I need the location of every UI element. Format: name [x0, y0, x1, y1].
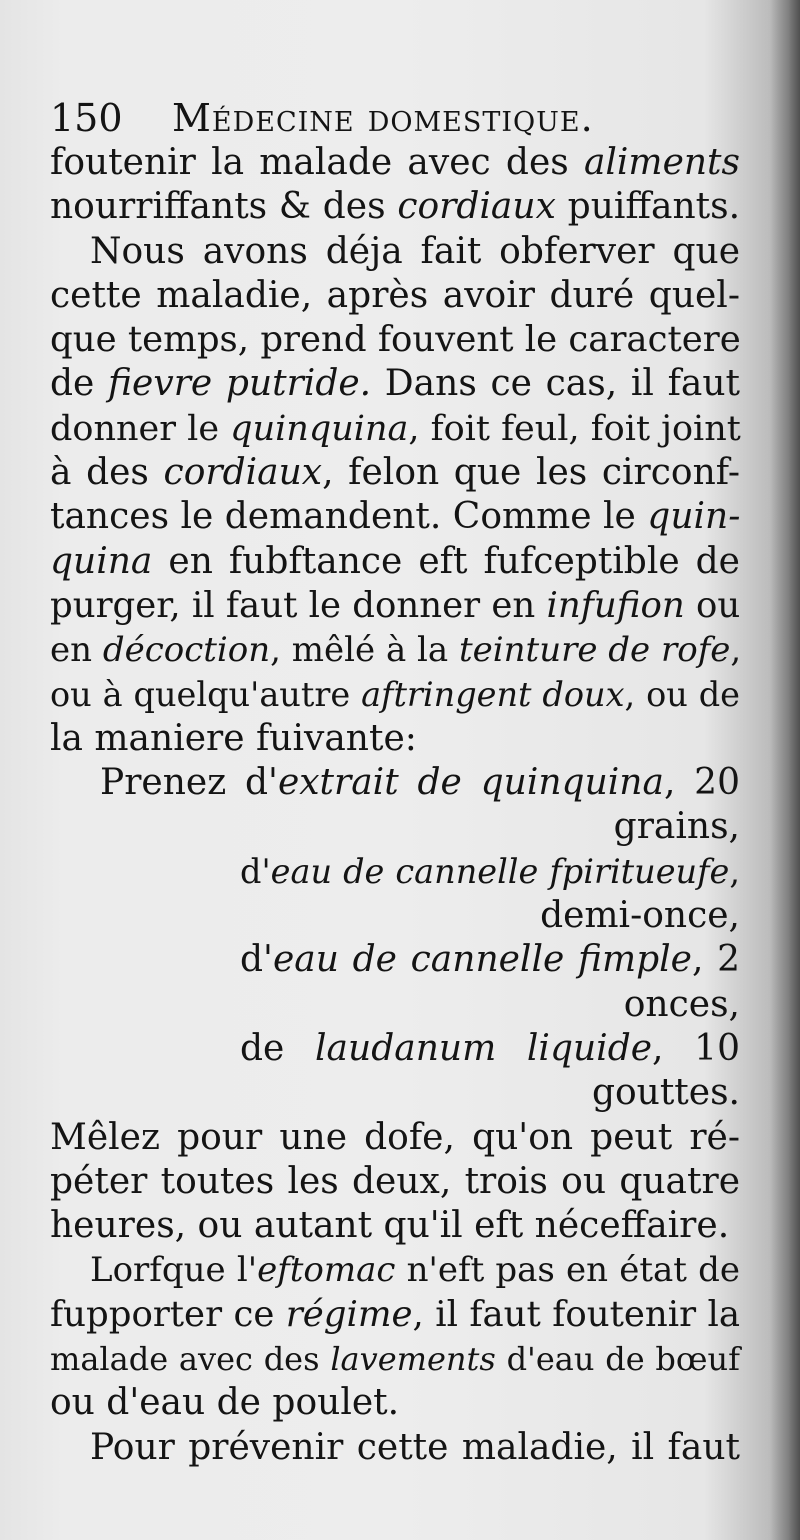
text-segment: d': [240, 939, 273, 981]
text-line: [50, 1204, 740, 1248]
text-segment: Dans ce cas, il faut: [371, 363, 741, 405]
text-segment: cette maladie, après avoir duré quel-: [50, 274, 740, 316]
text-segment: grains,: [613, 806, 740, 848]
text-line: [50, 1160, 740, 1204]
body-text: [50, 141, 740, 1470]
text-segment: à des: [50, 452, 164, 494]
page-number: 150: [50, 96, 123, 140]
italic-term: eftomac: [257, 1250, 396, 1291]
text-segment: , il faut foutenir la: [412, 1293, 740, 1335]
text-line: [50, 451, 740, 495]
recipe-line: [50, 850, 740, 894]
text-segment: Pour prévenir cette maladie, il faut: [90, 1426, 740, 1468]
text-line: [50, 673, 740, 717]
recipe-line: [50, 894, 740, 938]
text-segment: puiffants.: [555, 186, 741, 228]
text-line: [50, 628, 740, 672]
text-segment: Prenez d': [100, 762, 278, 804]
italic-term: quin-: [647, 496, 741, 538]
text-line: [50, 495, 740, 539]
text-segment: ,: [730, 630, 742, 671]
text-segment: n'eft pas en état de: [395, 1250, 740, 1291]
text-line: [50, 1381, 740, 1425]
text-segment: , 20: [663, 762, 740, 804]
text-segment: la maniere fuivante:: [50, 717, 417, 759]
text-segment: de: [50, 363, 109, 405]
text-line: [50, 318, 740, 362]
text-segment: tances le demandent. Comme le: [50, 496, 648, 538]
text-line: [50, 1116, 740, 1160]
page-header: [50, 95, 740, 141]
italic-term: lavements: [330, 1340, 496, 1379]
text-line: [50, 185, 740, 229]
text-segment: Lorfque l': [90, 1250, 258, 1291]
text-line: [50, 584, 740, 628]
text-segment: en fubftance eft fufceptible de: [152, 540, 740, 582]
text-segment: donner le: [50, 408, 231, 449]
text-segment: d'eau de bœuf: [495, 1340, 741, 1379]
page-spine-shadow: [770, 0, 800, 1540]
text-line: [50, 540, 740, 584]
text-segment: en: [50, 630, 103, 671]
italic-term: eau de cannelle fpiritueufe: [270, 851, 730, 891]
text-segment: purger, il faut le donner en: [50, 584, 547, 626]
text-line: [50, 407, 740, 451]
text-segment: , 10: [652, 1027, 740, 1069]
italic-term: eau de cannelle fimple: [272, 939, 692, 981]
italic-term: régime: [285, 1293, 413, 1335]
text-segment: , foit feul, foit joint: [408, 408, 741, 449]
text-segment: ou à quelqu'autre: [50, 674, 362, 714]
italic-term: laudanum liquide: [315, 1027, 653, 1069]
text-segment: demi-once,: [540, 895, 740, 937]
text-segment: gouttes.: [591, 1072, 740, 1114]
recipe-line: [50, 1071, 740, 1115]
recipe-line: [50, 983, 740, 1027]
text-segment: que temps, prend fouvent le caractere: [50, 319, 741, 361]
italic-term: cordiaux: [163, 452, 323, 494]
text-segment: fupporter ce: [50, 1293, 286, 1335]
text-line: [50, 717, 740, 761]
text-segment: ,: [729, 851, 740, 891]
text-segment: , ou de: [624, 674, 740, 714]
text-line: [50, 1248, 740, 1292]
text-line: [50, 230, 740, 274]
text-line: [50, 1426, 740, 1470]
recipe-line: [50, 805, 740, 849]
text-line: [50, 141, 740, 185]
text-segment: , mêlé à la: [270, 630, 459, 671]
italic-term: quinquina: [230, 408, 409, 449]
text-segment: ou d'eau de poulet.: [50, 1382, 400, 1424]
text-segment: nourriffants & des: [50, 186, 398, 228]
text-segment: onces,: [623, 983, 740, 1025]
text-segment: Mêlez pour une dofe, qu'on peut ré-: [50, 1116, 740, 1158]
text-segment: heures, ou autant qu'il eft néceffaire.: [50, 1205, 730, 1247]
text-segment: , 2: [691, 939, 741, 981]
text-segment: foutenir la malade avec des: [50, 142, 584, 183]
text-segment: de: [240, 1027, 316, 1069]
italic-term: décoction: [102, 630, 271, 671]
text-line: [50, 1337, 740, 1381]
italic-term: cordiaux: [397, 186, 556, 228]
italic-term: extrait de quinquina: [277, 762, 664, 804]
text-segment: d': [240, 851, 271, 891]
text-line: [50, 362, 740, 406]
text-segment: Nous avons déja fait obferver que: [90, 230, 740, 272]
italic-term: quina: [50, 540, 153, 582]
text-segment: ou: [684, 584, 741, 626]
page-text-block: [50, 95, 740, 1470]
text-segment: malade avec des: [50, 1340, 331, 1379]
italic-term: teinture de rofe: [458, 630, 731, 671]
text-line: [50, 1293, 740, 1337]
text-segment: , felon que les circonf-: [322, 452, 740, 494]
text-line: [50, 274, 740, 318]
italic-term: aliments: [583, 142, 740, 183]
italic-term: aftringent doux: [361, 674, 625, 714]
italic-term: infufion: [546, 584, 685, 626]
italic-term: fievre putride.: [108, 363, 372, 405]
running-title: Médecine domestique.: [172, 96, 594, 140]
recipe-line: [50, 761, 740, 805]
recipe-line: [50, 1027, 740, 1071]
recipe-line: [50, 938, 740, 982]
text-segment: péter toutes les deux, trois ou quatre: [50, 1160, 740, 1202]
